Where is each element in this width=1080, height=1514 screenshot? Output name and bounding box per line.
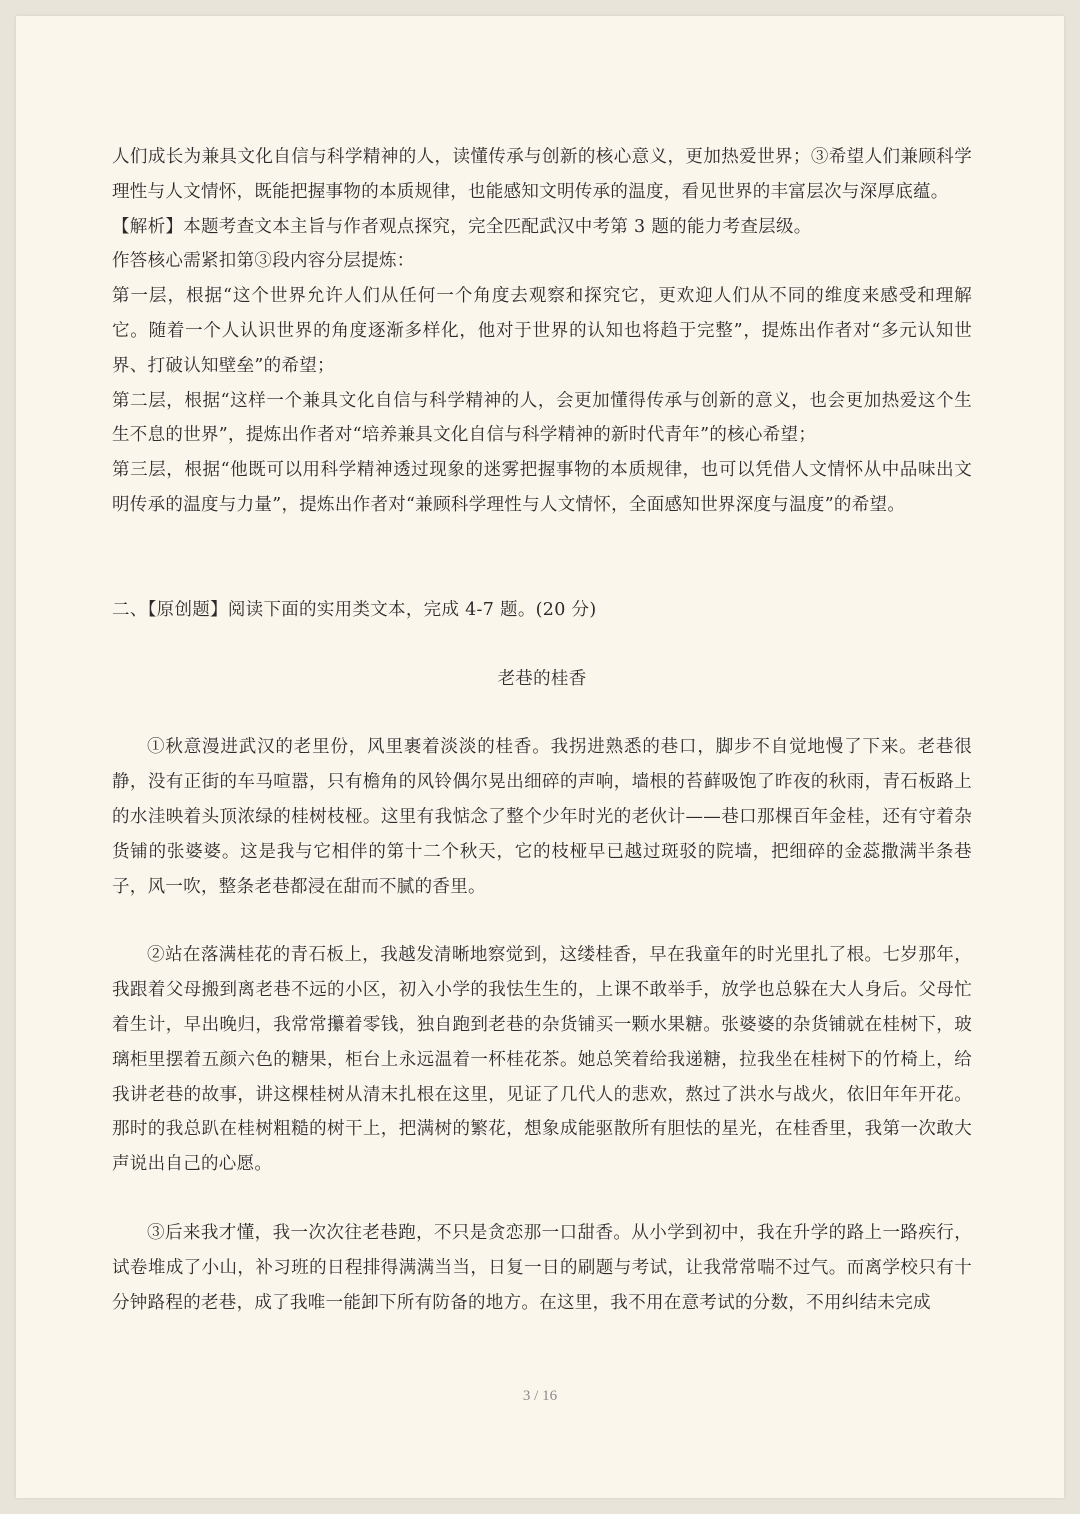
analysis-heading: 【解析】本题考查文本主旨与作者观点探究，完全匹配武汉中考第 3 题的能力考查层级。 (112, 216, 812, 237)
article-paragraph-1: ①秋意漫进武汉的老里份，风里裹着淡淡的桂香。我拐进熟悉的巷口，脚步不自觉地慢了下来。老巷很静，没有正街的车马喧嚣，只有檐角的风铃偶尔晃出细碎的声响，墙根的苔藓吸饱了昨夜的秋雨，青石板路上的水洼映着头顶浓绿的桂树枝桠。这里有我惦念了整个少年时光的老伙计——巷口那棵百年金桂，还有守着杂货铺的张婆婆。这是我与它相伴的第十二个秋天，它的枝桠早已越过斑驳的院墙，把细碎的金蕊撒满半条巷子，风一吹，整条老巷都浸在甜而不腻的香里。 (112, 737, 972, 897)
answer-continuation: 人们成长为兼具文化自信与科学精神的人，读懂传承与创新的核心意义，更加热爱世界；③希望人们兼顾科学理性与人文情怀，既能把握事物的本质规律，也能感知文明传承的温度，看见世界的丰富层次与深厚底蕴。 (112, 147, 972, 202)
article-paragraph-2: ②站在落满桂花的青石板上，我越发清晰地察觉到，这缕桂香，早在我童年的时光里扎了根。七岁那年，我跟着父母搬到离老巷不远的小区，初入小学的我怯生生的，上课不敢举手，放学也总躲在大人身后。父母忙着生计，早出晚归，我常常攥着零钱，独自跑到老巷的杂货铺买一颗水果糖。张婆婆的杂货铺就在桂树下，玻璃柜里摆着五颜六色的糖果，柜台上永远温着一杯桂花茶。她总笑着给我递糖，拉我坐在桂树下的竹椅上，给我讲老巷的故事，讲这棵桂树从清末扎根在这里，见证了几代人的悲欢，熬过了洪水与战火，依旧年年开花。那时的我总趴在桂树粗糙的树干上，把满树的繁花，想象成能驱散所有胆怯的星光，在桂香里，我第一次敢大声说出自己的心愿。 (112, 945, 972, 1175)
page-content (112, 140, 972, 1320)
answer-core-note: 作答核心需紧扣第③段内容分层提炼： (112, 251, 415, 272)
article-title: 老巷的桂香 (497, 668, 587, 689)
document-page (16, 16, 1064, 1498)
section-heading: 二、【原创题】阅读下面的实用类文本，完成 4-7 题。(20 分) (112, 599, 597, 620)
analysis-layer-3: 第三层，根据“他既可以用科学精神透过现象的迷雾把握事物的本质规律，也可以凭借人文情怀从中品味出文明传承的温度与力量”，提炼出作者对“兼顾科学理性与人文情怀，全面感知世界深度与温度”的希望。 (112, 460, 972, 515)
analysis-layer-1: 第一层，根据“这个世界允许人们从任何一个角度去观察和探究它，更欢迎人们从不同的维度来感受和理解它。随着一个人认识世界的角度逐渐多样化，他对于世界的认知也将趋于完整”，提炼出作者对“多元认知世界、打破认知壁垒”的希望； (112, 286, 972, 376)
article-paragraph-3: ③后来我才懂，我一次次往老巷跑，不只是贪恋那一口甜香。从小学到初中，我在升学的路上一路疾行，试卷堆成了小山，补习班的日程排得满满当当，日复一日的刷题与考试，让我常常喘不过气。而离学校只有十分钟路程的老巷，成了我唯一能卸下所有防备的地方。在这里，我不用在意考试的分数，不用纠结未完成 (112, 1222, 972, 1313)
page-number: 3 / 16 (522, 1388, 558, 1404)
analysis-layer-2: 第二层，根据“这样一个兼具文化自信与科学精神的人，会更加懂得传承与创新的意义，也会更加热爱这个生生不息的世界”，提炼出作者对“培养兼具文化自信与科学精神的新时代青年”的核心希望； (112, 390, 972, 446)
